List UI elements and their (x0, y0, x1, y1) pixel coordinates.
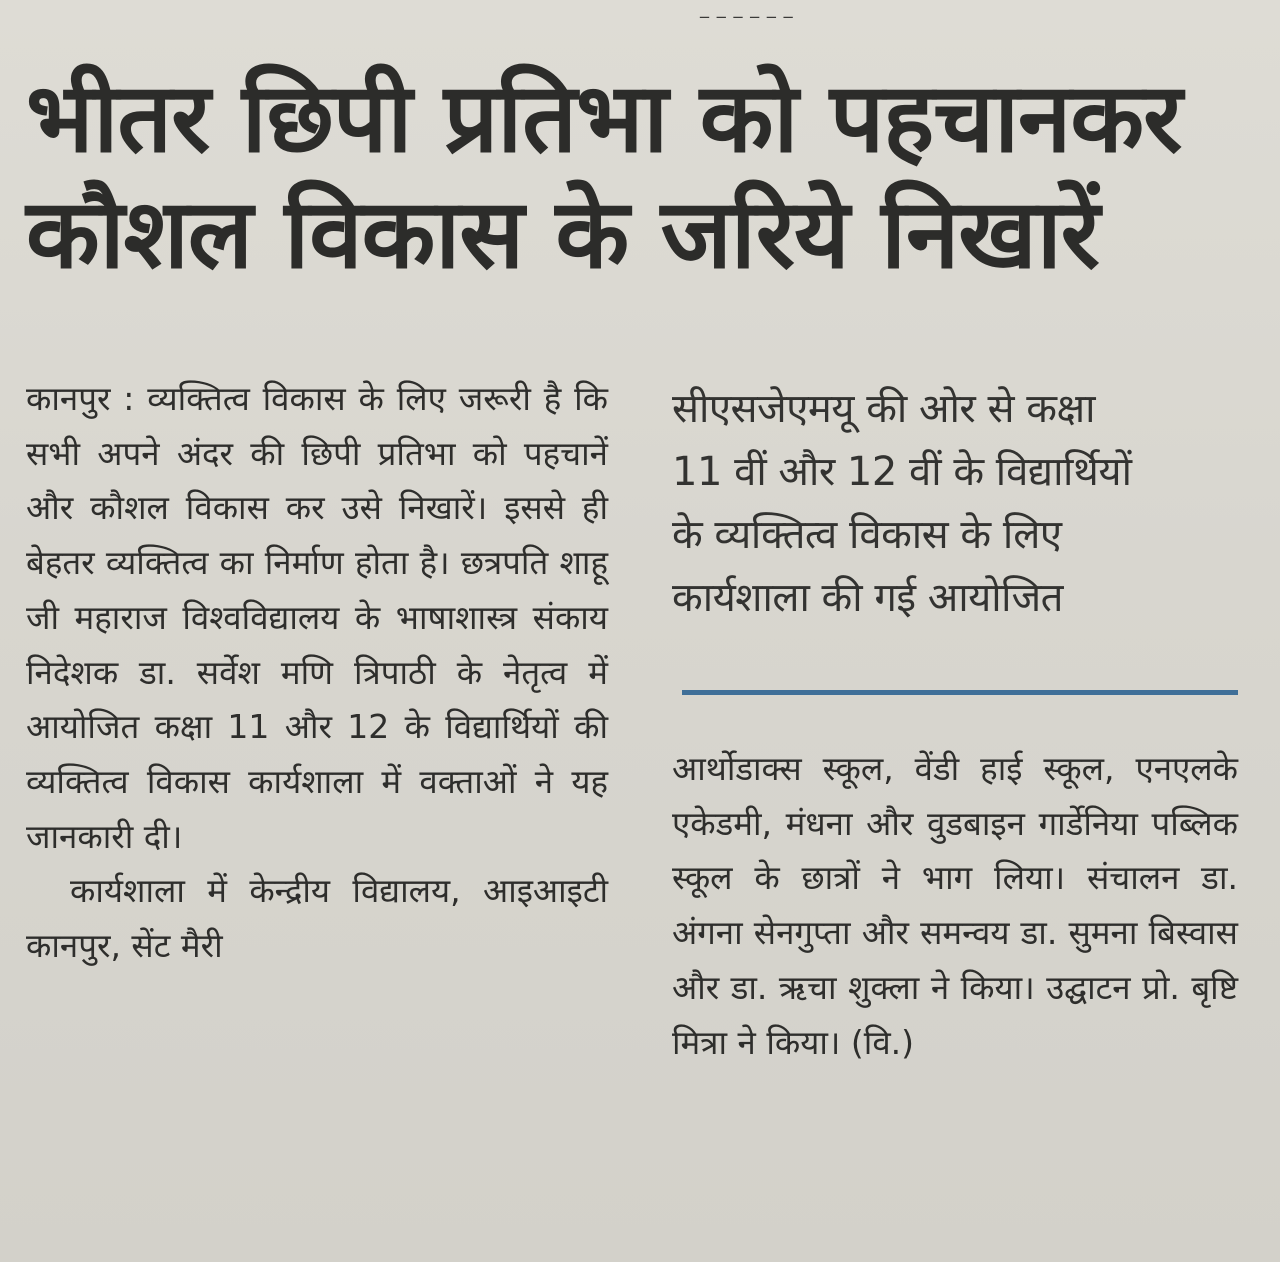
subheadline (672, 378, 1252, 630)
headline-line-1: भीतर छिपी प्रतिभा को पहचानकर (26, 62, 1182, 174)
article-paragraph-2-end: आर्थोडाक्स स्कूल, वेंडी हाई स्कूल, एनएलके एकेडमी, मंधना और वुडबाइन गार्डेनिया पब्लिक स्कूल के छात्रों ने भाग लिया। संचालन डा. अंगना सेनगुप्ता और समन्वय डा. सुमना बिस्वास और डा. ऋचा शुक्ला ने किया। उद्घाटन प्रो. बृष्टि मित्रा ने किया। (वि.) (672, 749, 1238, 1062)
subheadline-line-2: 11 वीं और 12 वीं के विद्यार्थियों (672, 449, 1132, 495)
article-column-left (26, 372, 608, 974)
article-column-right (672, 742, 1238, 1070)
subheadline-line-1: सीएसजेएमयू की ओर से कक्षा (672, 386, 1095, 432)
article-paragraph-2-start: कार्यशाला में केन्द्रीय विद्यालय, आइआइटी कानपुर, सेंट मैरी (26, 871, 608, 966)
headline-line-2: कौशल विकास के जरिये निखारें (26, 178, 1099, 290)
cropped-top-text: _ _ _ _ _ _ (700, 0, 794, 19)
subheadline-line-3: के व्यक्तित्व विकास के लिए (672, 512, 1062, 558)
subheadline-line-4: कार्यशाला की गई आयोजित (672, 575, 1063, 621)
article-paragraph-1: कानपुर : व्यक्तित्व विकास के लिए जरूरी है कि सभी अपने अंदर की छिपी प्रतिभा को पहचानें और कौशल विकास कर उसे निखारें। इससे ही बेहतर व्यक्तित्व का निर्माण होता है। छत्रपति शाहू जी महाराज विश्वविद्यालय के भाषाशास्त्र संकाय निदेशक डा. सर्वेश मणि त्रिपाठी के नेतृत्व में आयोजित कक्षा 11 और 12 के विद्यार्थियों की व्यक्तित्व विकास कार्यशाला में वक्ताओं ने यह जानकारी दी। (26, 379, 608, 856)
headline (26, 60, 1266, 292)
divider-rule (682, 690, 1238, 695)
